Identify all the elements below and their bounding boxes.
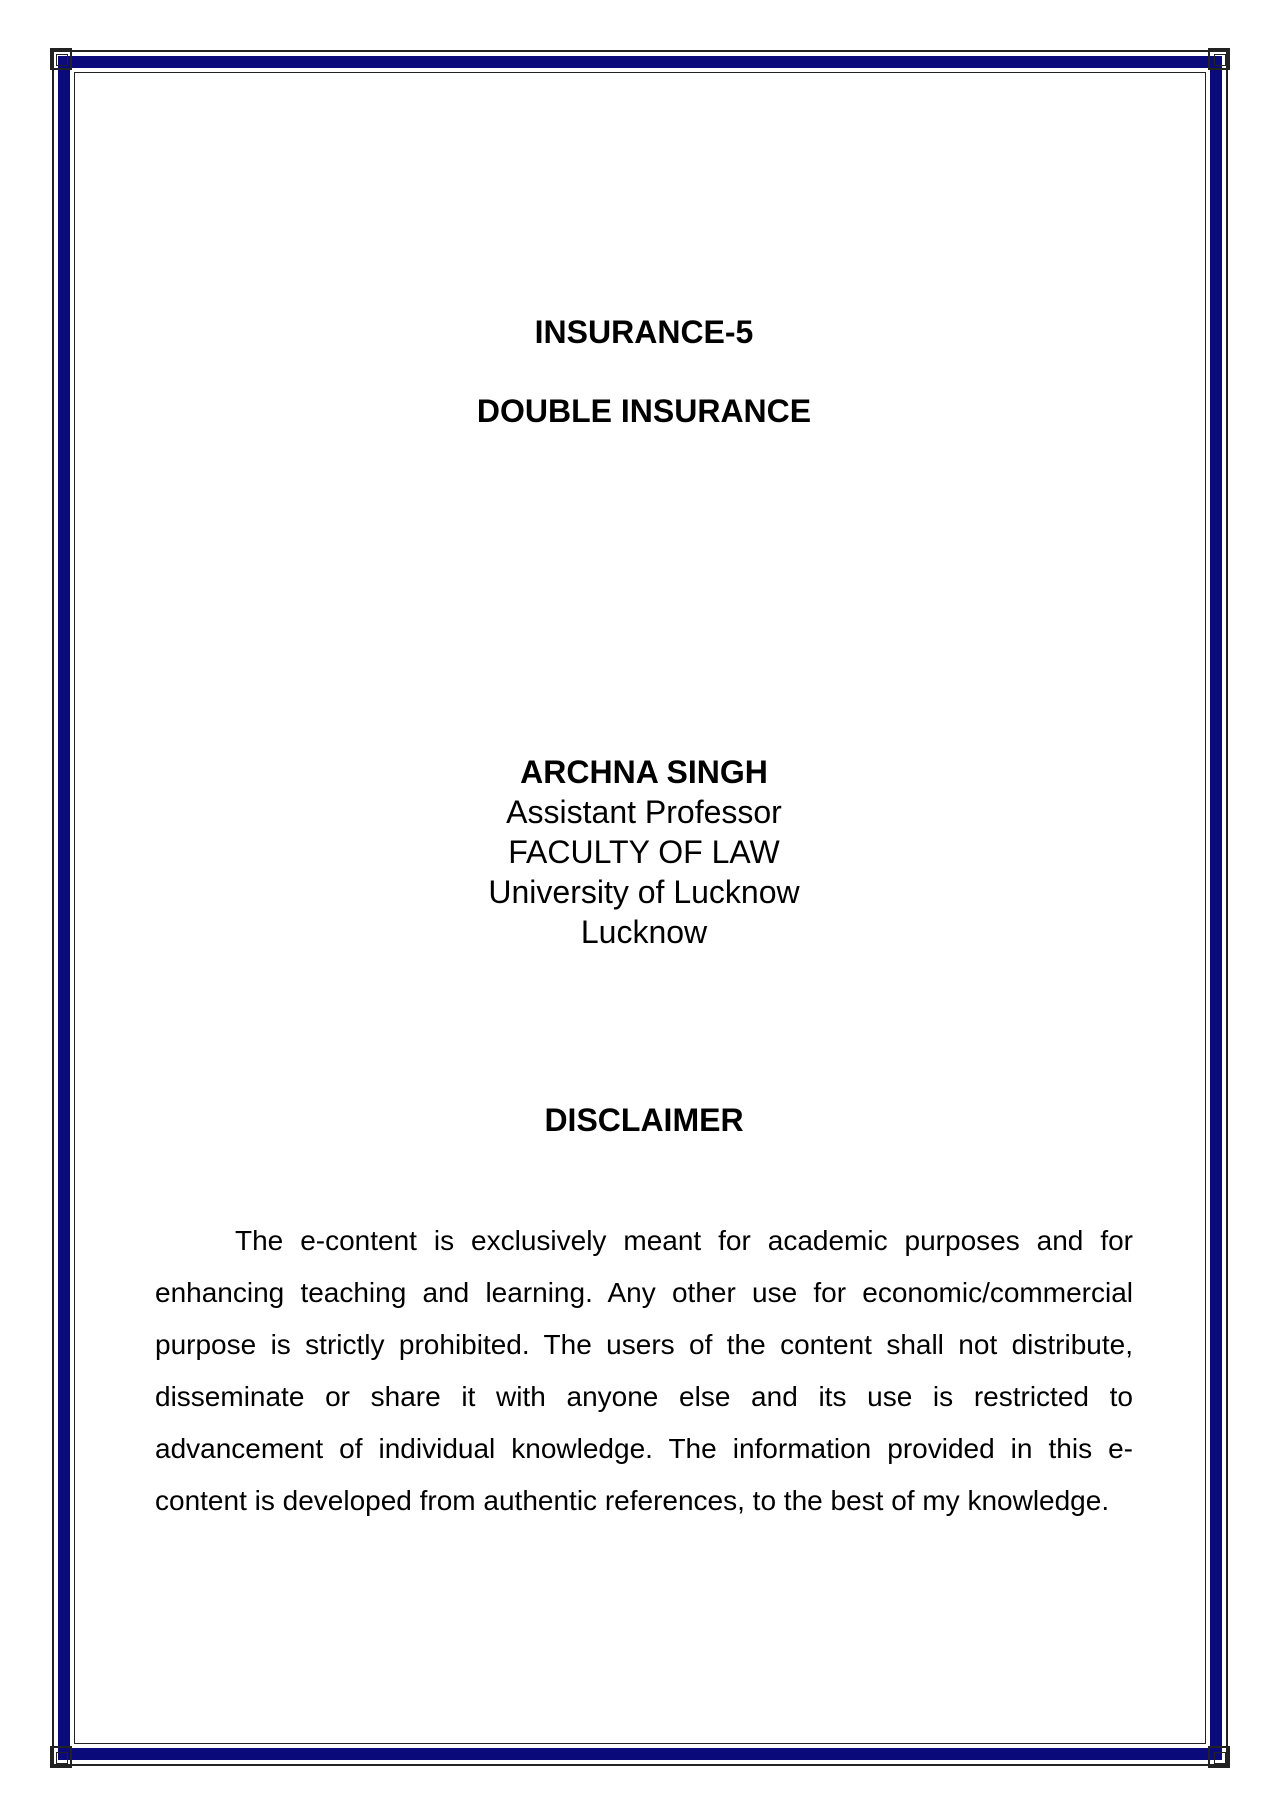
disclaimer-heading: DISCLAIMER — [544, 1102, 744, 1138]
author-university: University of Lucknow — [488, 874, 800, 910]
disclaimer-text: The e-content is exclusively meant for academic purposes and for enhancing teaching and learning. Any other use for economic/commercial purpose is strictly prohibited. The users of the content shall not distribute, disseminate or share it with anyone else and its use is restricted to advancement of individual knowledge. The information provided in this e-content is developed from authentic references, to the best of my knowledge. — [155, 1225, 1133, 1516]
author-city: Lucknow — [580, 914, 708, 950]
corner-ornament-top-right — [1208, 48, 1230, 70]
corner-ornament-bottom-left — [50, 1746, 72, 1768]
author-name: ARCHNA SINGH — [520, 754, 768, 790]
author-designation: Assistant Professor — [506, 794, 782, 830]
author-faculty: FACULTY OF LAW — [508, 834, 780, 870]
subject-code: INSURANCE-5 — [534, 314, 754, 350]
corner-ornament-top-left — [50, 48, 72, 70]
corner-ornament-bottom-right — [1208, 1746, 1230, 1768]
author-block — [155, 752, 1133, 952]
document-title: DOUBLE INSURANCE — [476, 393, 812, 429]
